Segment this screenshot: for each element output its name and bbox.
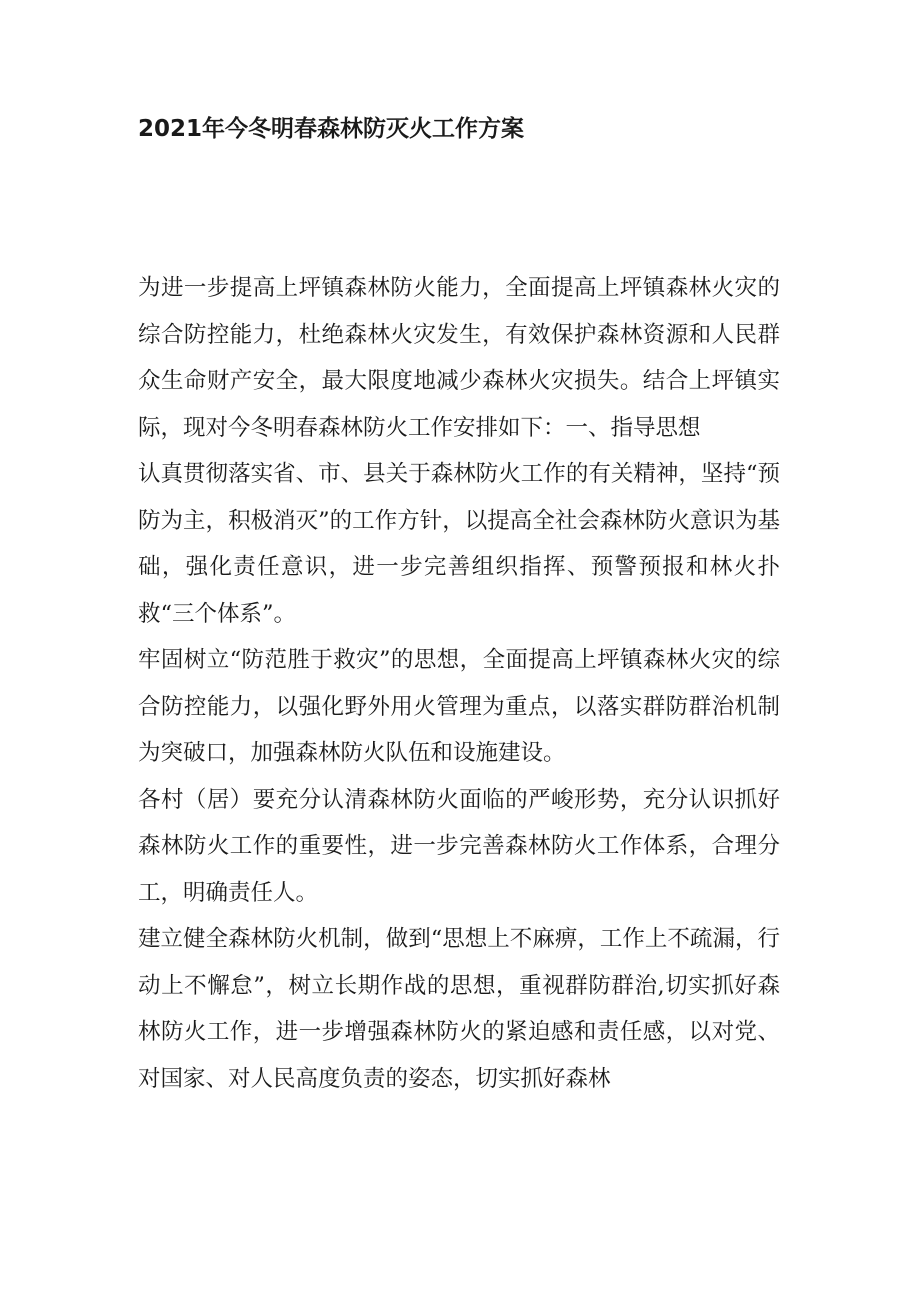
document-title: 2021年今冬明春森林防灭火工作方案 [138,116,525,142]
document-body [138,265,780,1102]
paragraph-mechanism: 建立健全森林防火机制，做到“思想上不麻痹，工作上不疏漏，行动上不懈怠”，树立长期作战的思想，重视群防群治,切实抓好森林防火工作，进一步增强森林防火的紧迫感和责任感，以对党、对国家、对人民高度负责的姿态，切实抓好森林 [138,926,780,1092]
paragraph-village-responsibility: 各村（居）要充分认清森林防火面临的严峻形势，充分认识抓好森林防火工作的重要性，进一步完善森林防火工作体系，合理分工，明确责任人。 [138,786,780,906]
paragraph-prevention-awareness: 牢固树立“防范胜于救灾”的思想，全面提高上坪镇森林火灾的综合防控能力，以强化野外用火管理为重点，以落实群防群治机制为突破口，加强森林防火队伍和设施建设。 [138,647,780,766]
paragraph-guiding-principle: 认真贯彻落实省、市、县关于森林防火工作的有关精神，坚持“预防为主，积极消灭”的工作方针，以提高全社会森林防火意识为基础，强化责任意识，进一步完善组织指挥、预警预报和林火扑救“三个体系”。 [138,461,780,627]
paragraph-intro: 为进一步提高上坪镇森林防火能力，全面提高上坪镇森林火灾的综合防控能力，杜绝森林火灾发生，有效保护森林资源和人民群众生命财产安全，最大限度地减少森林火灾损失。结合上坪镇实际，现对今冬明春森林防火工作安排如下：一、指导思想 [138,275,780,441]
